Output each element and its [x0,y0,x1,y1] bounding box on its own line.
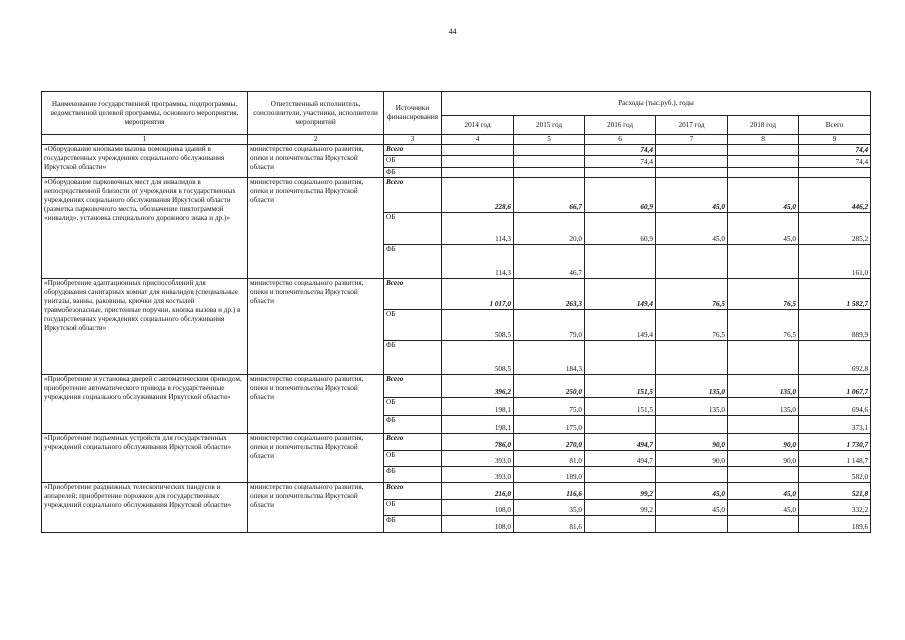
responsible-executor: министерство социального развития, опеки и попечительства Иркутской области [248,434,384,483]
col-header-name: Наименование государственной программы, подпрограммы, ведомственной целевой программы, основного мероприятия, мероприятия [42,92,248,135]
funding-source: Всего [384,279,442,310]
value-year: 74,4 [585,156,656,168]
value-total: 521,8 [799,483,871,500]
value-year [514,156,585,168]
funding-source: ОБ [384,213,442,245]
value-year: 216,0 [442,483,514,500]
value-year: 74,4 [585,145,656,156]
value-year [656,416,728,434]
value-year: 508,5 [442,341,514,375]
value-year: 494,7 [585,434,656,451]
value-year: 45,0 [656,500,728,516]
table-row [42,279,871,310]
value-total: 1 148,7 [799,451,871,467]
col-header-year: 2018 год [728,116,799,135]
value-year: 60,9 [585,178,656,213]
funding-source: Всего [384,145,442,156]
value-year [514,145,585,156]
value-year [656,145,728,156]
col-number: 3 [384,135,442,145]
value-year: 45,0 [728,483,799,500]
responsible-executor: министерство социального развития, опеки и попечительства Иркутской области [248,145,384,178]
value-year [656,467,728,483]
table-row [42,375,871,398]
funding-source: ФБ [384,168,442,178]
col-number: 5 [514,135,585,145]
col-header-total: Всего [799,116,871,135]
value-year: 76,5 [656,279,728,310]
value-year: 45,0 [656,178,728,213]
funding-source: ОБ [384,156,442,168]
funding-source: Всего [384,434,442,451]
value-year: 494,7 [585,451,656,467]
value-year [585,467,656,483]
value-year [656,341,728,375]
value-year: 45,0 [656,483,728,500]
value-total: 446,2 [799,178,871,213]
value-total: 582,0 [799,467,871,483]
value-total: 889,9 [799,310,871,341]
value-total: 74,4 [799,156,871,168]
col-header-year: 2015 год [514,116,585,135]
value-year: 114,3 [442,213,514,245]
value-year: 99,2 [585,500,656,516]
value-year: 90,0 [728,451,799,467]
col-number: 7 [656,135,728,145]
value-year: 108,0 [442,516,514,533]
value-year: 393,0 [442,451,514,467]
value-year: 198,1 [442,416,514,434]
value-year: 184,3 [514,341,585,375]
value-year: 76,5 [728,279,799,310]
responsible-executor: министерство социального развития, опеки и попечительства Иркутской области [248,483,384,533]
value-total: 332,2 [799,500,871,516]
value-year: 35,0 [514,500,585,516]
value-year: 108,0 [442,500,514,516]
value-year: 45,0 [728,500,799,516]
value-year [656,156,728,168]
value-year: 149,4 [585,279,656,310]
measure-name: «Оборудование парковочных мест для инвалидов в непосредственной близости от учреждения в государственных учреждениях социального обслуживания Иркутской области (разметка парковочного места, обозначение пиктограммой «инвалид», установка специального дорожного знака и др.)» [42,178,248,279]
col-header-expenses: Расходы (тыс.руб.), годы [442,92,871,116]
value-total: 74,4 [799,145,871,156]
value-total: 1 730,7 [799,434,871,451]
value-total: 694,6 [799,398,871,416]
value-year [728,467,799,483]
funding-source: ОБ [384,398,442,416]
value-year: 76,5 [728,310,799,341]
table-row [42,483,871,500]
col-number: 9 [799,135,871,145]
value-year: 76,5 [656,310,728,341]
col-header-year: 2016 год [585,116,656,135]
value-total: 1 582,7 [799,279,871,310]
value-year: 99,2 [585,483,656,500]
value-year [728,168,799,178]
col-header-year: 2017 год [656,116,728,135]
value-year: 149,4 [585,310,656,341]
value-year [514,168,585,178]
value-total [799,168,871,178]
value-total: 161,0 [799,245,871,279]
value-year: 508,5 [442,310,514,341]
table-body [42,145,871,533]
value-year: 270,0 [514,434,585,451]
col-number: 6 [585,135,656,145]
value-year: 151,5 [585,398,656,416]
value-year: 189,0 [514,467,585,483]
value-year: 66,7 [514,178,585,213]
value-year: 198,1 [442,398,514,416]
value-year: 393,0 [442,467,514,483]
col-header-year: 2014 год [442,116,514,135]
value-year [656,245,728,279]
value-year: 396,2 [442,375,514,398]
value-year: 45,0 [656,213,728,245]
value-year: 90,0 [656,451,728,467]
value-year: 135,0 [728,375,799,398]
funding-source: ФБ [384,341,442,375]
value-year [585,341,656,375]
value-year [656,168,728,178]
col-number: 1 [42,135,248,145]
value-total: 1 067,7 [799,375,871,398]
value-year [728,145,799,156]
responsible-executor: министерство социального развития, опеки и попечительства Иркутской области [248,279,384,375]
value-year: 175,0 [514,416,585,434]
measure-name: «Приобретение раздвижных телескопических пандусов и аппарелей; приобретение порожков для государственных учреждений социального обслуживания Иркутской области» [42,483,248,533]
funding-source: Всего [384,483,442,500]
funding-source: ФБ [384,467,442,483]
budget-table [41,91,871,533]
value-total: 285,2 [799,213,871,245]
measure-name: «Приобретение и установка дверей с автоматическим приводом, приобретение автоматического привода в государственные учреждения социального обслуживания Иркутской области» [42,375,248,434]
measure-name: «Приобретение адаптационных приспособлений для оборудования санитарных комнат для инвалидов (специальные унитазы, ванны, раковины, крючки для костылей травмобезопасные, пристенные поручни, кнопка вызова и др.) в государственных учреждениях социального обслуживания Иркутской области» [42,279,248,375]
value-year: 45,0 [728,213,799,245]
value-year: 75,0 [514,398,585,416]
value-year: 45,0 [728,178,799,213]
value-year: 60,9 [585,213,656,245]
funding-source: ОБ [384,451,442,467]
value-year [585,245,656,279]
value-year: 20,0 [514,213,585,245]
page-number: 44 [448,27,457,36]
value-year: 786,0 [442,434,514,451]
value-year [442,156,514,168]
value-year [728,245,799,279]
value-year: 116,6 [514,483,585,500]
value-year [728,156,799,168]
value-year [442,168,514,178]
col-number: 4 [442,135,514,145]
value-year [442,145,514,156]
value-year [728,416,799,434]
value-year: 81,0 [514,451,585,467]
value-year [728,516,799,533]
table-row [42,145,871,156]
funding-source: Всего [384,375,442,398]
value-year: 135,0 [656,398,728,416]
funding-source: ОБ [384,500,442,516]
table-row [42,434,871,451]
col-header-responsible: Ответственный исполнитель, соисполнители, участники, исполнители мероприятий [248,92,384,135]
funding-source: ФБ [384,416,442,434]
funding-source: ФБ [384,245,442,279]
table-row [42,178,871,213]
value-year: 263,3 [514,279,585,310]
measure-name: «Оборудование кнопками вызова помощника зданий в государственных учреждениях социального обслуживания Иркутской области» [42,145,248,178]
value-year [585,168,656,178]
funding-source: ОБ [384,310,442,341]
value-total: 373,1 [799,416,871,434]
value-year: 81,6 [514,516,585,533]
funding-source: Всего [384,178,442,213]
funding-source: ФБ [384,516,442,533]
value-year [585,516,656,533]
value-total: 189,6 [799,516,871,533]
value-year: 90,0 [728,434,799,451]
value-year: 90,0 [656,434,728,451]
value-year: 151,5 [585,375,656,398]
col-number: 8 [728,135,799,145]
col-number: 2 [248,135,384,145]
col-header-source: Источники финансирования [384,92,442,135]
value-year [585,416,656,434]
value-year: 135,0 [728,398,799,416]
value-total: 692,8 [799,341,871,375]
value-year: 1 017,0 [442,279,514,310]
measure-name: «Приобретение подъемных устройств для государственных учреждений социального обслуживания Иркутской области» [42,434,248,483]
responsible-executor: министерство социального развития, опеки и попечительства Иркутской области [248,178,384,279]
value-year [728,341,799,375]
responsible-executor: министерство социального развития, опеки и попечительства Иркутской области [248,375,384,434]
value-year: 250,0 [514,375,585,398]
value-year: 135,0 [656,375,728,398]
value-year: 79,0 [514,310,585,341]
value-year: 46,7 [514,245,585,279]
value-year [656,516,728,533]
value-year: 114,3 [442,245,514,279]
value-year: 228,6 [442,178,514,213]
